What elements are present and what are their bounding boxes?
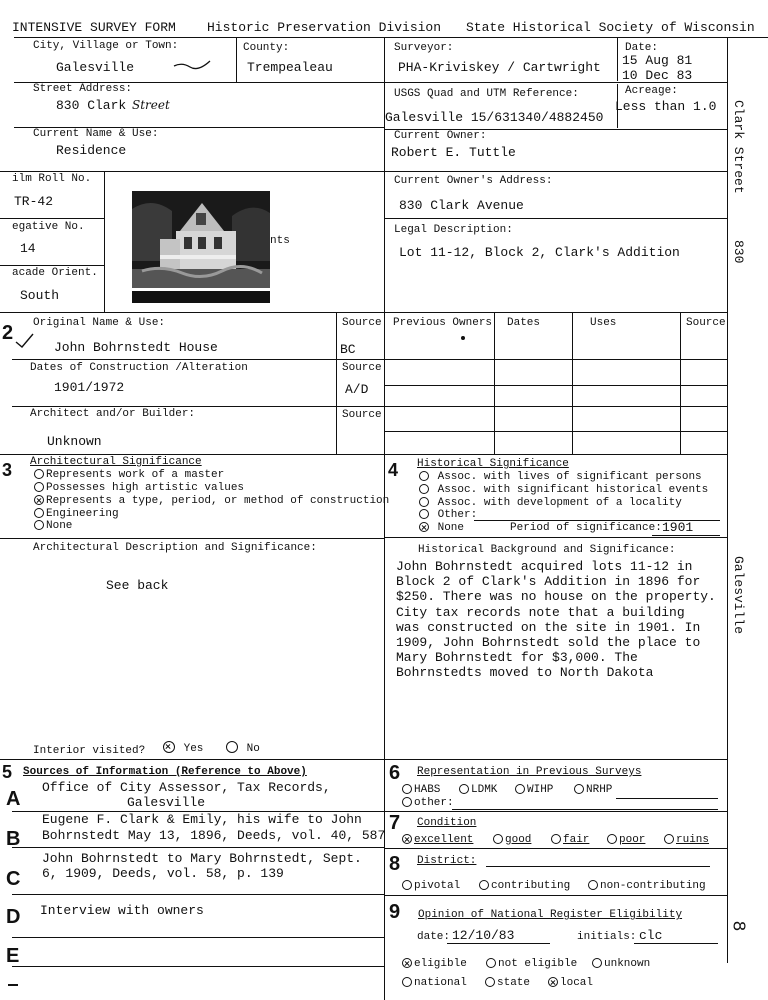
address-value: 830 Clark	[56, 98, 127, 113]
level-local[interactable]: local	[548, 977, 593, 989]
current-name-label: Current Name & Use:	[33, 128, 159, 140]
section-9-number: 9	[389, 901, 401, 923]
hist-sig-option-4[interactable]: Other:	[419, 509, 477, 521]
address-label: Street Address:	[33, 83, 133, 95]
condition-excellent[interactable]: excellent	[402, 834, 473, 846]
condition-fair[interactable]: fair	[551, 834, 589, 846]
roll-label: ilm Roll No.	[12, 173, 92, 185]
arch-sig-option-4[interactable]: Engineering	[34, 508, 119, 520]
legal-value: Lot 11-12, Block 2, Clark's Addition	[399, 245, 680, 260]
date-value-2: 10 Dec 83	[622, 68, 693, 83]
margin-note-8: 8	[727, 920, 748, 932]
section-8-number: 8	[389, 853, 401, 875]
section-3-number: 3	[2, 460, 13, 480]
prev-uses-header: Uses	[590, 317, 617, 329]
survey-rep-nrhp[interactable]: NRHP	[574, 784, 612, 796]
arch-sig-option-5[interactable]: None	[34, 520, 72, 532]
usgs-value: Galesville 15/631340/4882450	[385, 110, 604, 125]
interior-label: Interior visited?	[33, 745, 146, 757]
society-name: State Historical Society of Wisconsin	[466, 20, 755, 35]
check-mark-icon	[14, 333, 34, 349]
district-pivotal[interactable]: pivotal	[402, 880, 460, 892]
period-label: Period of significance:	[510, 522, 662, 534]
arch-desc-value: See back	[106, 578, 169, 593]
arch-desc-label: Architectural Description and Significance:	[33, 542, 317, 554]
hist-sig-option-5[interactable]: None	[419, 522, 464, 534]
period-value: 1901	[662, 520, 694, 535]
city-value: Galesville	[56, 60, 135, 75]
source-c-line-1: John Bohrnstedt to Mary Bohrnstedt, Sept.	[42, 851, 362, 866]
section-7-number: 7	[389, 812, 401, 834]
owner-address-value: 830 Clark Avenue	[399, 198, 524, 213]
radio-checked-icon	[34, 495, 44, 505]
level-state[interactable]: state	[485, 977, 530, 989]
margin-note-830: 830	[731, 240, 746, 264]
margin-note-galesville: Galesville	[731, 556, 746, 635]
negative-value: 14	[20, 241, 36, 256]
hist-sig-title: Historical Significance	[417, 458, 569, 470]
opinion-initials-value: clc	[639, 928, 663, 943]
eligibility-eligible[interactable]: eligible	[402, 958, 467, 970]
radio-circle-icon	[486, 958, 496, 968]
section-6-number: 6	[389, 762, 401, 784]
radio-circle-icon	[588, 880, 598, 890]
source-b-line-2: Bohrnstedt May 13, 1896, Deeds, vol. 40, 587	[42, 828, 386, 843]
condition-ruins[interactable]: ruins	[664, 834, 709, 846]
opinion-initials-label: initials:	[577, 931, 637, 943]
radio-circle-icon	[419, 509, 429, 519]
source-letter-d: D	[6, 906, 21, 928]
radio-circle-icon	[402, 784, 412, 794]
source-label-2: Source	[342, 362, 382, 374]
radio-circle-icon	[402, 797, 412, 807]
source-label-1: Source	[342, 317, 382, 329]
condition-good[interactable]: good	[493, 834, 531, 846]
city-label: City, Village or Town:	[33, 40, 179, 52]
district-non-contributing[interactable]: non-contributing	[588, 880, 706, 892]
background-text: John Bohrnstedt acquired lots 11-12 in Block 2 of Clark's Addition in 1896 for $250. There was no house on the property. City tax records note that a building was constructed on the site in 1901. In 1909, John Bohrnstedt sold the place to Mary Bohrnstedt for $3,000. The Bohrnstedts moved to North Dakota	[396, 559, 716, 681]
facade-label: acade Orient.	[12, 267, 98, 279]
prev-source-header: Source	[686, 317, 726, 329]
hist-sig-option-3[interactable]: Assoc. with development of a locality	[419, 497, 682, 509]
division-name: Historic Preservation Division	[207, 20, 442, 35]
usgs-label: USGS Quad and UTM Reference:	[394, 88, 579, 100]
radio-circle-icon	[402, 977, 412, 987]
orig-name-value: John Bohrnstedt House	[54, 340, 218, 355]
background-label: Historical Background and Significance:	[418, 544, 676, 556]
margin-note-clark-street: Clark Street	[731, 100, 746, 194]
survey-rep-other[interactable]: other:	[402, 797, 454, 809]
county-value: Trempealeau	[247, 60, 333, 75]
radio-circle-icon	[34, 508, 44, 518]
pen-mark-icon	[172, 58, 212, 70]
negative-label: egative No.	[12, 221, 85, 233]
hist-sig-option-1[interactable]: Assoc. with lives of significant persons	[419, 471, 702, 483]
arch-sig-option-1[interactable]: Represents work of a master	[34, 469, 224, 481]
interior-no[interactable]: No	[226, 741, 260, 755]
dates-label: Dates of Construction /Alteration	[30, 362, 248, 374]
survey-rep-habs[interactable]: HABS	[402, 784, 440, 796]
condition-title: Condition	[417, 817, 477, 829]
prev-owners-header: Previous Owners	[393, 317, 493, 329]
section-4-number: 4	[388, 460, 399, 480]
radio-checked-icon	[402, 834, 412, 844]
radio-checked-icon	[402, 958, 412, 968]
source-d-value: Interview with owners	[40, 903, 204, 918]
opinion-date-label: date:	[417, 931, 451, 943]
source-c-line-2: 6, 1909, Deeds, vol. 58, p. 139	[42, 866, 284, 881]
prev-dates-header: Dates	[507, 317, 541, 329]
address-handwritten: Street	[132, 98, 170, 112]
sources-title: Sources of Information (Reference to Above)	[23, 766, 307, 778]
ink-dot	[461, 336, 465, 340]
radio-circle-icon	[515, 784, 525, 794]
district-title: District:	[417, 855, 477, 867]
eligibility-unknown[interactable]: unknown	[592, 958, 650, 970]
architect-label: Architect and/or Builder:	[30, 408, 196, 420]
radio-circle-icon	[34, 482, 44, 492]
source-a-line-1: Office of City Assessor, Tax Records,	[42, 780, 331, 795]
photo-caption-fragment: nts	[270, 235, 290, 247]
interior-yes[interactable]: Yes	[163, 741, 203, 755]
architect-value: Unknown	[47, 434, 102, 449]
legal-label: Legal Description:	[394, 224, 513, 236]
radio-checked-icon	[419, 522, 429, 532]
county-label: County:	[243, 42, 290, 54]
level-national[interactable]: national	[402, 977, 467, 989]
surveyor-value: PHA-Kriviskey / Cartwright	[398, 60, 601, 75]
radio-checked-icon	[548, 977, 558, 987]
source-a-line-2: Galesville	[127, 795, 206, 810]
radio-circle-icon	[485, 977, 495, 987]
arch-sig-option-3[interactable]: Represents a type, period, or method of construction	[34, 495, 389, 507]
survey-rep-ldmk[interactable]: LDMK	[459, 784, 497, 796]
section-5-number: 5	[2, 762, 13, 782]
district-contributing[interactable]: contributing	[479, 880, 570, 892]
roll-value: TR-42	[14, 194, 54, 209]
house-photo	[132, 191, 270, 288]
source-letter-e: E	[6, 945, 20, 967]
radio-circle-icon	[551, 834, 561, 844]
hist-sig-option-2[interactable]: Assoc. with significant historical events	[419, 484, 708, 496]
dates-source-value: A/D	[345, 382, 369, 397]
acreage-value: Less than 1.0	[615, 99, 717, 114]
section-2-number: 2	[2, 322, 14, 344]
source-letter-c: C	[6, 868, 21, 890]
survey-rep-title: Representation in Previous Surveys	[417, 766, 642, 778]
radio-circle-icon	[574, 784, 584, 794]
dash-mark	[8, 984, 18, 986]
source-b-line-1: Eugene F. Clark & Emily, his wife to John	[42, 812, 362, 827]
arch-sig-option-2[interactable]: Possesses high artistic values	[34, 482, 244, 494]
dates-value: 1901/1972	[54, 380, 125, 395]
acreage-label: Acreage:	[625, 85, 678, 97]
orig-source-value: BC	[340, 342, 356, 357]
opinion-title: Opinion of National Register Eligibility	[418, 909, 683, 921]
arch-sig-title: Architectural Significance	[30, 456, 202, 468]
radio-circle-icon	[592, 958, 602, 968]
radio-circle-icon	[226, 741, 238, 753]
radio-checked-icon	[163, 741, 175, 753]
photo-caption-bar	[132, 291, 270, 303]
date-value-1: 15 Aug 81	[622, 53, 693, 68]
opinion-date-value: 12/10/83	[452, 928, 515, 943]
radio-circle-icon	[479, 880, 489, 890]
source-label-3: Source	[342, 409, 382, 421]
radio-circle-icon	[402, 880, 412, 890]
orig-name-label: Original Name & Use:	[33, 317, 166, 329]
form-title: INTENSIVE SURVEY FORM	[12, 20, 176, 35]
radio-circle-icon	[493, 834, 503, 844]
radio-circle-icon	[664, 834, 674, 844]
survey-rep-wihp[interactable]: WIHP	[515, 784, 553, 796]
source-letter-b: B	[6, 828, 21, 850]
owner-label: Current Owner:	[394, 130, 487, 142]
radio-circle-icon	[607, 834, 617, 844]
facade-value: South	[20, 288, 60, 303]
radio-circle-icon	[419, 497, 429, 507]
surveyor-label: Surveyor:	[394, 42, 454, 54]
date-label: Date:	[625, 42, 659, 54]
condition-poor[interactable]: poor	[607, 834, 645, 846]
current-name-value: Residence	[56, 143, 127, 158]
radio-circle-icon	[419, 471, 429, 481]
source-letter-a: A	[6, 788, 21, 810]
eligibility-not-eligible[interactable]: not eligible	[486, 958, 577, 970]
radio-circle-icon	[419, 484, 429, 494]
radio-circle-icon	[459, 784, 469, 794]
radio-circle-icon	[34, 520, 44, 530]
radio-circle-icon	[34, 469, 44, 479]
owner-address-label: Current Owner's Address:	[394, 175, 553, 187]
owner-value: Robert E. Tuttle	[391, 145, 516, 160]
